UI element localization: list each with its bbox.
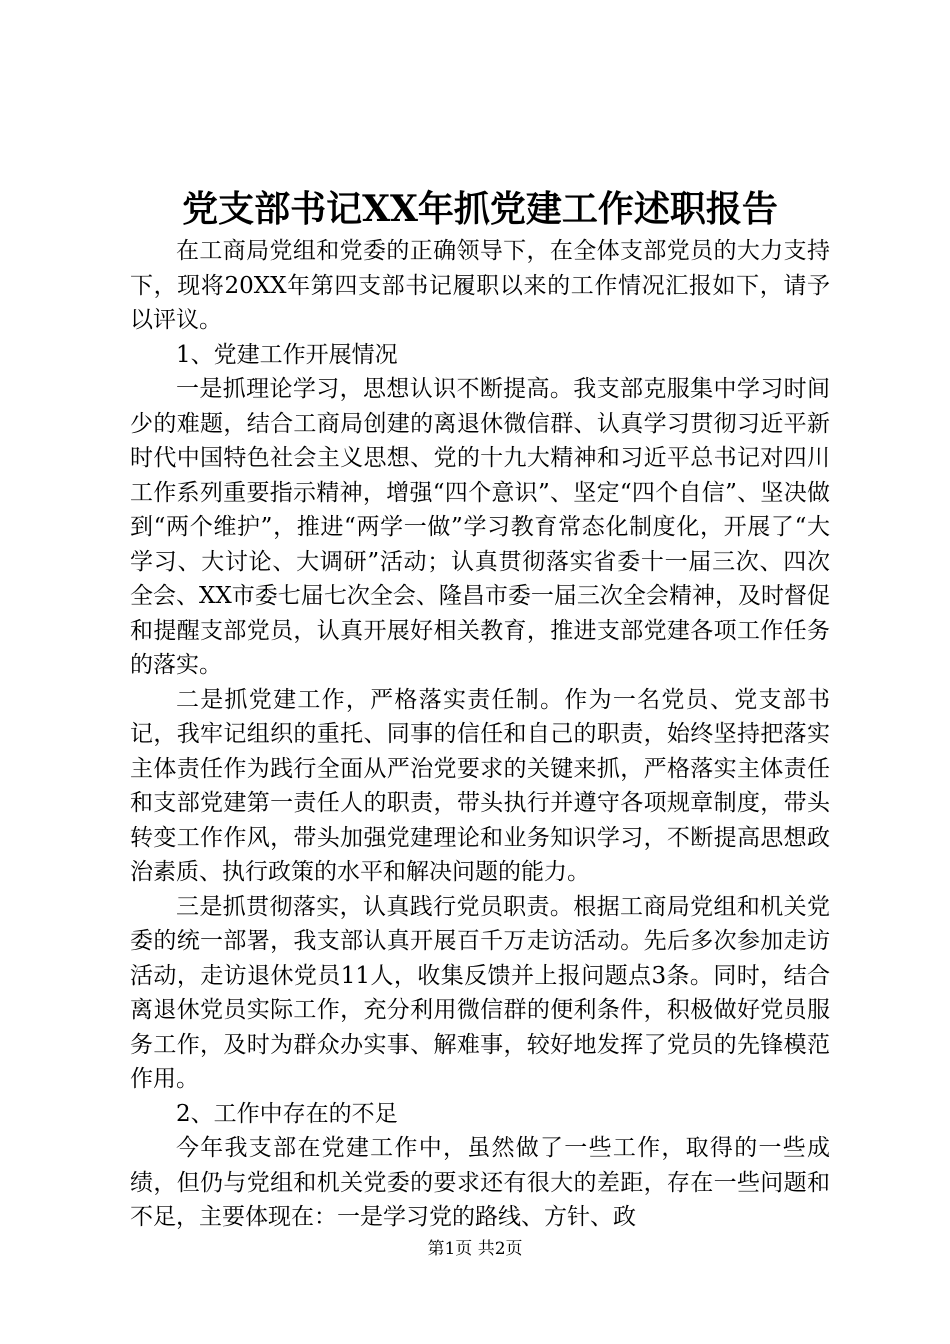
paragraph-intro: 在工商局党组和党委的正确领导下，在全体支部党员的大力支持下，现将20XX年第四支部书记履职以来的工作情况汇报如下，请予以评议。 [130, 238, 830, 333]
document-title: 党支部书记XX年抓党建工作述职报告 [182, 188, 778, 230]
page-footer: 第1页 共2页 [427, 1239, 523, 1259]
document-body [130, 234, 830, 1235]
paragraph-shortcomings: 今年我支部在党建工作中，虽然做了一些工作，取得的一些成绩，但仍与党组和机关党委的要求还有很大的差距，存在一些问题和不足，主要体现在：一是学习党的路线、方针、政 [130, 1135, 830, 1230]
paragraph-party-building: 二是抓党建工作，严格落实责任制。作为一名党员、党支部书记，我牢记组织的重托、同事的信任和自己的职责，始终坚持把落实主体责任作为践行全面从严治党要求的关键来抓，严格落实主体责任和支部党建第一责任人的职责，带头执行并遵守各项规章制度，带头转变工作作风，带头加强党建理论和业务知识学习，不断提高思想政治素质、执行政策的水平和解决问题的能力。 [130, 686, 830, 885]
section-heading-2: 2、工作中存在的不足 [176, 1100, 398, 1127]
section-heading-1: 1、党建工作开展情况 [176, 341, 398, 368]
paragraph-theory-study: 一是抓理论学习，思想认识不断提高。我支部克服集中学习时间少的难题，结合工商局创建的离退休微信群、认真学习贯彻习近平新时代中国特色社会主义思想、党的十九大精神和习近平总书记对四川工作系列重要指示精神，增强“四个意识”、坚定“四个自信”、坚决做到“两个维护”，推进“两学一做”学习教育常态化制度化，开展了“大学习、大讨论、大调研”活动；认真贯彻落实省委十一届三次、四次全会、XX市委七届七次全会、隆昌市委一届三次全会精神，及时督促和提醒支部党员，认真开展好相关教育，推进支部党建各项工作任务的落实。 [130, 376, 830, 678]
paragraph-implementation: 三是抓贯彻落实，认真践行党员职责。根据工商局党组和机关党委的统一部署，我支部认真开展百千万走访活动。先后多次参加走访活动，走访退休党员11人，收集反馈并上报问题点3条。同时，结合离退休党员实际工作，充分利用微信群的便利条件，积极做好党员服务工作，及时为群众办实事、解难事，较好地发挥了党员的先锋模范作用。 [130, 893, 830, 1092]
